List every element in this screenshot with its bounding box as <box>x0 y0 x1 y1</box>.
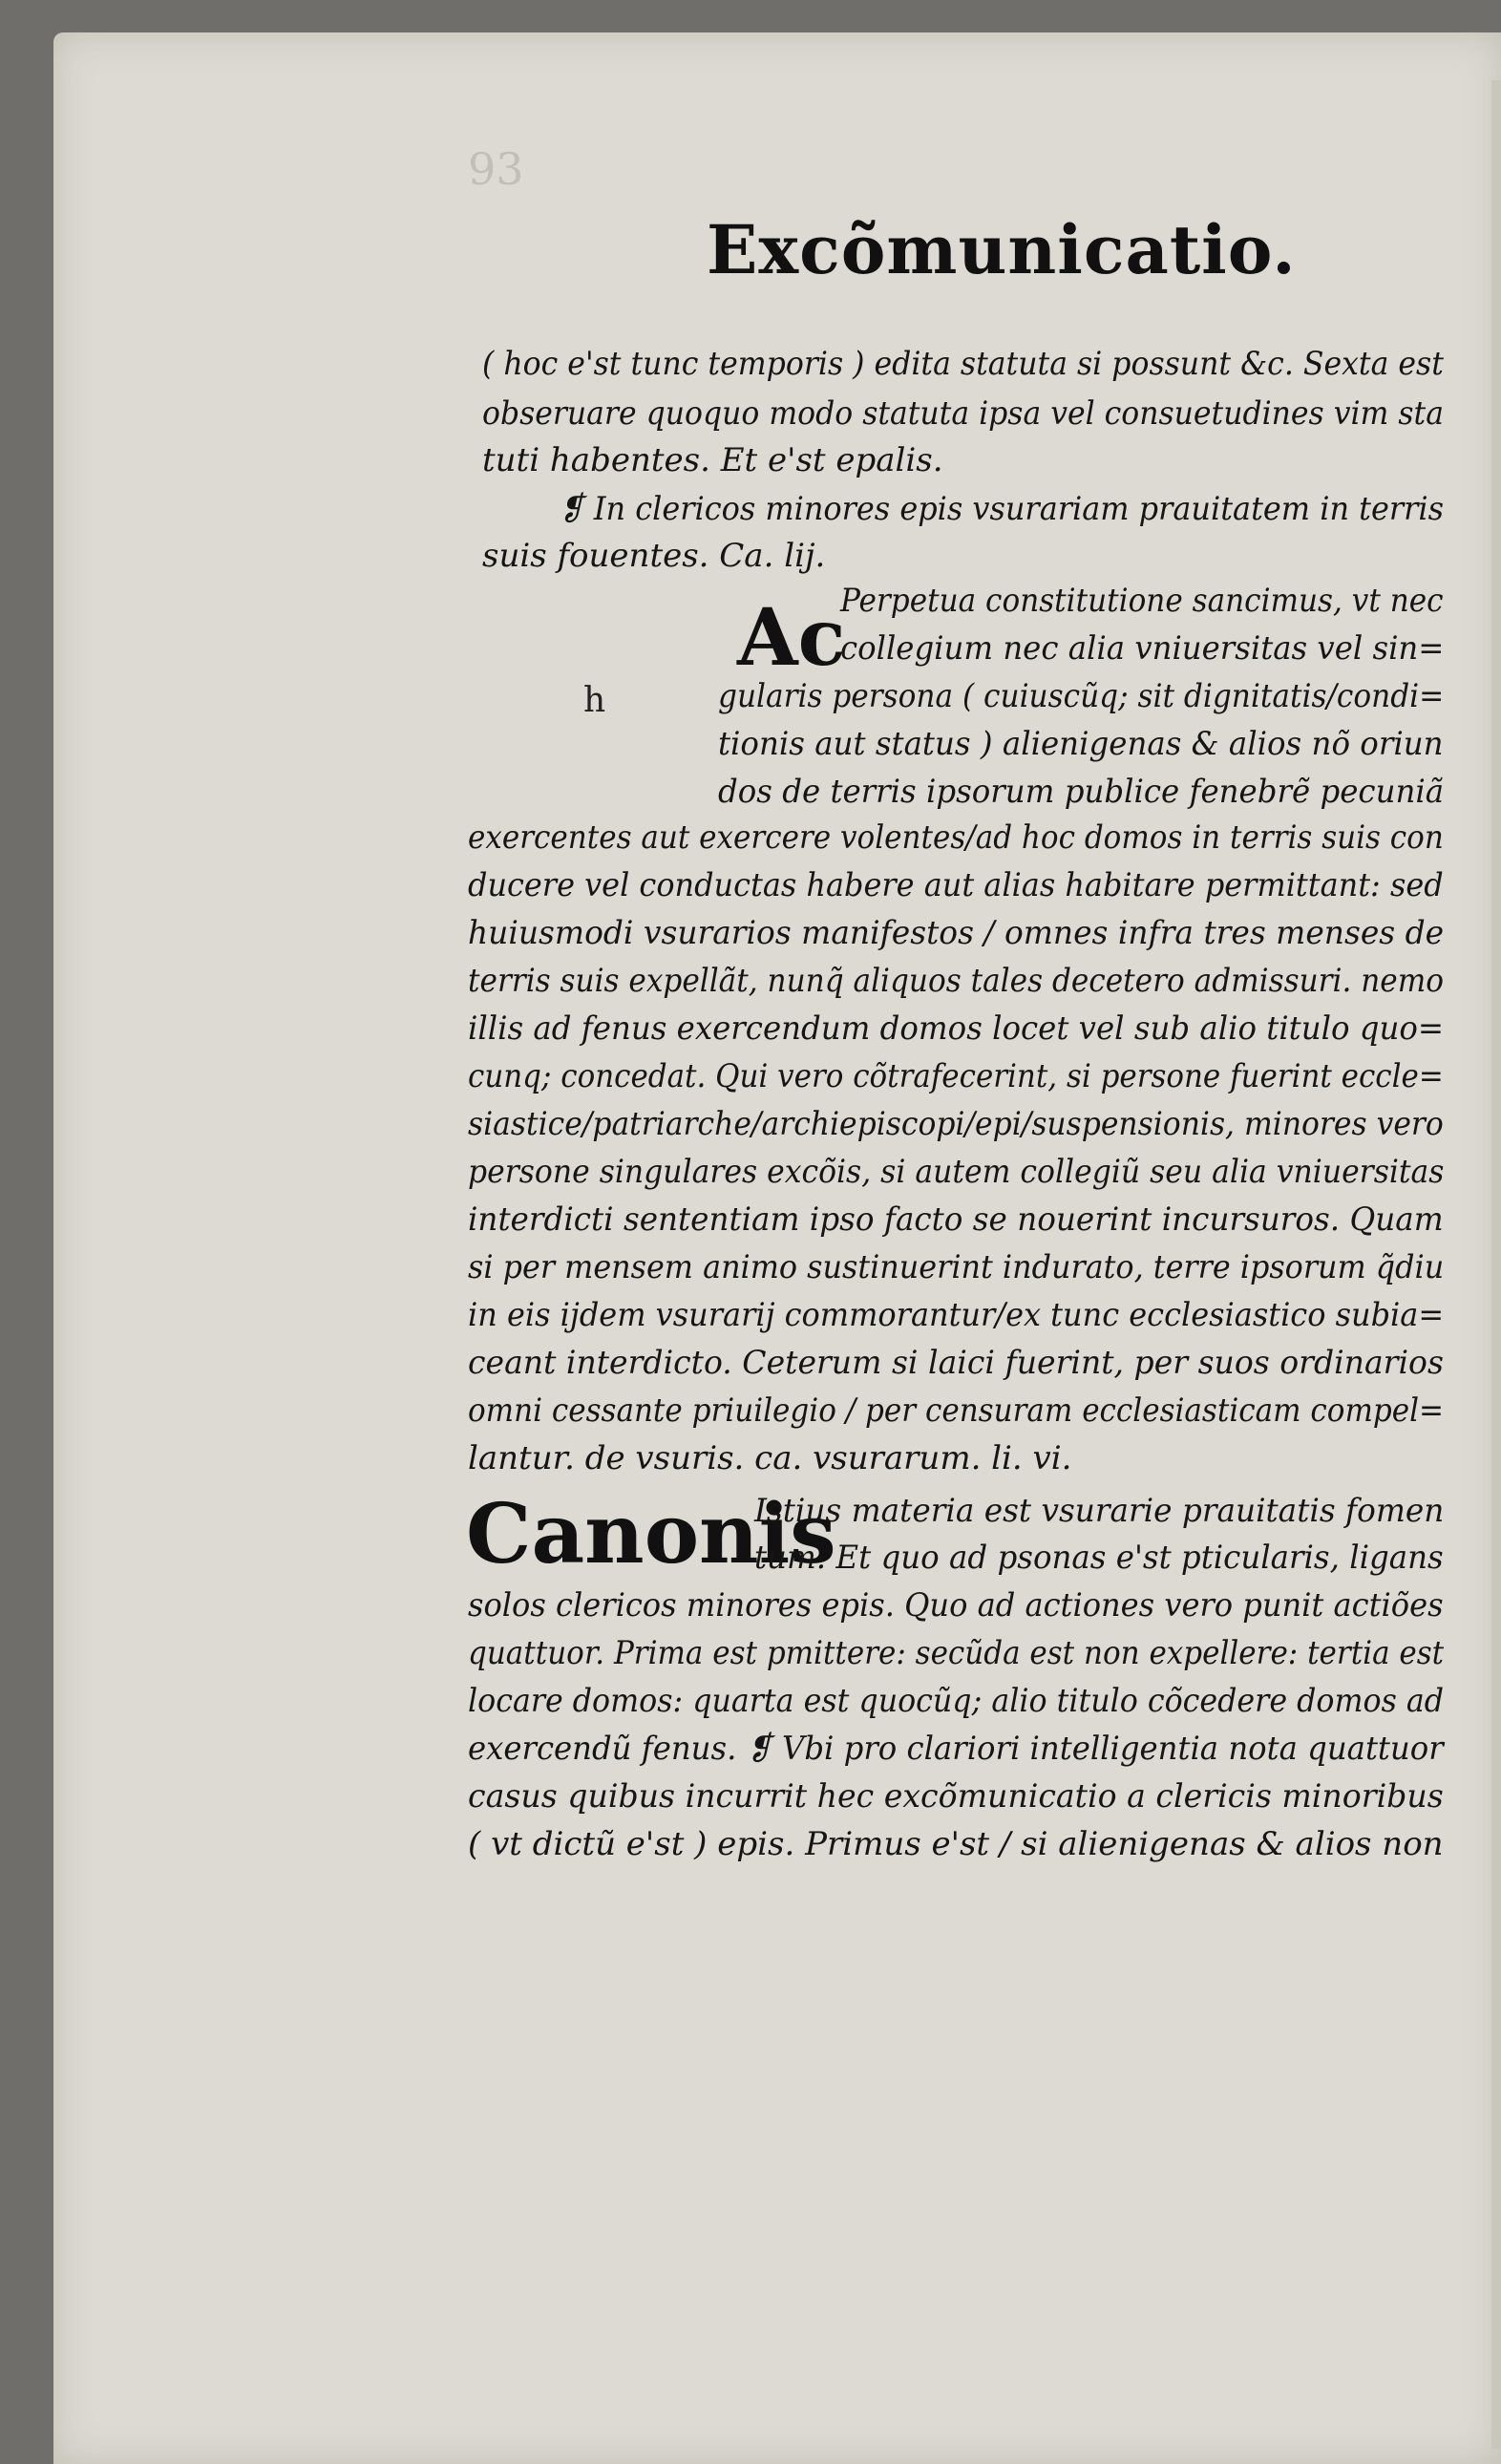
text-line: suis fouentes. Ca. lij. <box>482 537 826 575</box>
text-line: ducere vel conductas habere aut alias habitare permittant: sed <box>468 866 1444 904</box>
rubric-heading: ❡ In clericos minores epis vsurariam prauitatem in terris <box>559 490 1445 528</box>
text-line: in eis ijdem vsurarij commorantur/ex tunc ecclesiastico subia= <box>468 1296 1445 1334</box>
text-line: ( hoc e'st tunc temporis ) edita statuta si possunt &c. Sexta est <box>482 345 1444 383</box>
text-line: tuti habentes. Et e'st epalis. <box>482 441 943 479</box>
text-line: omni cessante priuilegio / per censuram ecclesiasticam compel= <box>468 1391 1445 1430</box>
text-line: dos de terris ipsorum publice fenebrẽ pecuniã <box>718 773 1445 811</box>
text-line: tum. Et quo ad psonas e'st pticularis, ligans <box>754 1539 1444 1577</box>
text-line: Istius materia est vsurarie prauitatis fomen <box>754 1492 1445 1530</box>
text-line: terris suis expellãt, nunq̃ aliquos tales decetero admissuri. nemo <box>468 962 1445 1000</box>
text-line: collegium nec alia vniuersitas vel sin= <box>840 629 1445 668</box>
text-line: casus quibus incurrit hec excõmunicatio a clericis minoribus <box>468 1777 1444 1816</box>
text-line: Perpetua constitutione sancimus, vt nec <box>840 582 1444 620</box>
text-line: cunq; concedat. Qui vero cõtrafecerint, si persone fuerint eccle= <box>468 1057 1444 1095</box>
folio-number: 93 <box>468 143 524 195</box>
canonis-heading: Canonis <box>466 1486 836 1582</box>
text-line: persone singulares excõis, si autem collegiũ seu alia vniuersitas <box>468 1153 1445 1191</box>
page-title: Excõmunicatio. <box>707 210 1297 289</box>
text-line: gularis persona ( cuiuscũq; sit dignitatis/condi= <box>718 677 1445 715</box>
text-line: si per mensem animo sustinuerint indurato, terre ipsorum q̃diu <box>468 1248 1445 1286</box>
page-edge <box>1491 80 1501 2449</box>
text-line: quattuor. Prima est pmittere: secũda est non expellere: tertia est <box>468 1634 1445 1672</box>
text-line: solos clericos minores epis. Quo ad actiones vero punit actiões <box>468 1586 1444 1625</box>
margin-mark: h <box>583 681 606 720</box>
text-line: interdicti sententiam ipso facto se nouerint incursuros. Quam <box>468 1200 1444 1239</box>
text-line: exercentes aut exercere volentes/ad hoc domos in terris suis con <box>468 818 1444 857</box>
text-line: obseruare quoquo modo statuta ipsa vel consuetudines vim sta <box>482 394 1444 433</box>
text-line: ( vt dictũ e'st ) epis. Primus e'st / si alienigenas & alios non <box>468 1825 1444 1863</box>
text-line: lantur. de vsuris. ca. vsurarum. li. vi. <box>468 1439 1072 1477</box>
text-line: ceant interdicto. Ceterum si laici fuerint, per suos ordinarios <box>468 1344 1444 1382</box>
text-line: locare domos: quarta est quocũq; alio titulo cõcedere domos ad <box>468 1682 1445 1720</box>
drop-cap: Ac <box>737 592 846 684</box>
text-line: siastice/patriarche/archiepiscopi/epi/suspensionis, minores vero <box>468 1105 1444 1143</box>
text-line: huiusmodi vsurarios manifestos / omnes infra tres menses de <box>468 914 1445 952</box>
text-line: illis ad fenus exercendum domos locet vel sub alio titulo quo= <box>468 1009 1445 1048</box>
text-line: tionis aut status ) alienigenas & alios nõ oriun <box>718 725 1444 763</box>
text-line: exercendũ fenus. ❡ Vbi pro clariori intelligentia nota quattuor <box>468 1730 1444 1768</box>
